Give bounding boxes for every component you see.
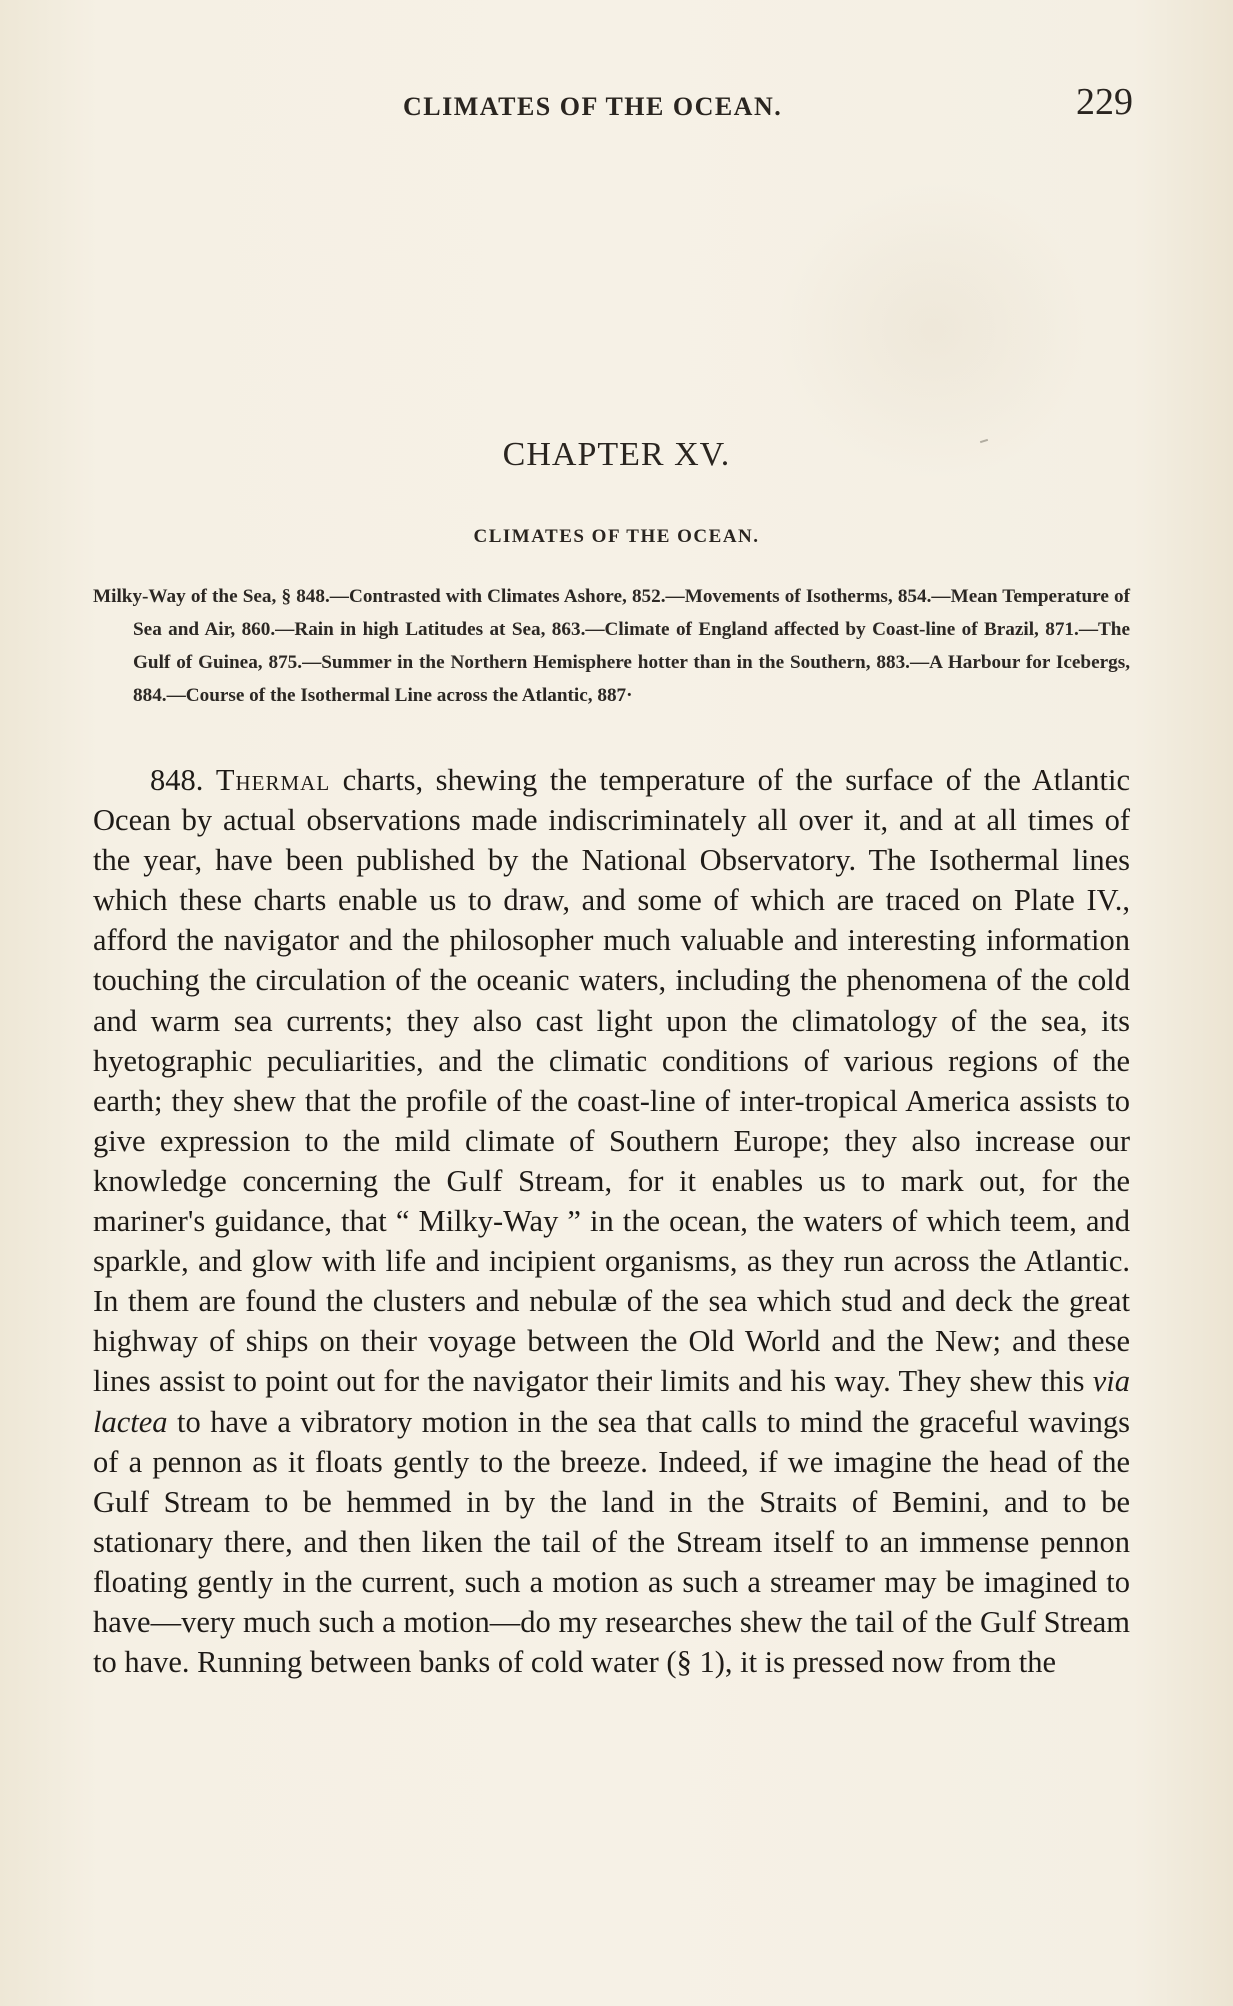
paper-stain <box>773 180 1093 480</box>
section-number: 848. <box>150 763 204 797</box>
paragraph-text-part-1: charts, shewing the temperature of the surface of the Atlantic Ocean by actual observations made indiscriminately all over it, and at all times of the year, have been published by the National Observatory. The Isothermal lines which these charts enable us to draw, and some of which are traced on Plate IV., afford the navigator and the philosopher much valuable and interesting information touching the circulation of the oceanic waters, including the phenomena of the cold and warm sea currents; they also cast light upon the climatology of the sea, its hyetographic peculiarities, and the climatic conditions of various regions of the earth; they shew that the profile of the coast-line of inter-tropical America assists to give expression to the mild climate of Southern Europe; they also increase our knowledge concerning the Gulf Stream, for it enables us to mark out, for the mariner's guidance, that “ Milky-Way ” in the ocean, the waters of which teem, and sparkle, and glow with life and incipient organisms, as they run across the Atlantic. In them are found the clusters and nebulæ of the sea which stud and deck the great highway of ships on their voyage between the Old World and the New; and these lines assist to point out for the navigator their limits and his way. They shew this <box>93 763 1131 1399</box>
synopsis-text: Milky-Way of the Sea, § 848.—Contrasted with Climates Ashore, 852.—Movements of Isotherms, 854.—Mean Temperature of Sea and Air, 860.—Rain in high Latitudes at Sea, 863.—Climate of England affected by Coast-line of Brazil, 871.—The Gulf of Guinea, 875.—Summer in the Northern Hemisphere hotter than in the Southern, 883.—A Harbour for Icebergs, 884.—Course of the Isothermal Line across the Atlantic, 887· <box>93 586 1130 706</box>
italic-phrase: via lactea <box>93 1364 1130 1439</box>
section-848-paragraph <box>93 760 1130 1682</box>
running-head-title: CLIMATES OF THE OCEAN. <box>403 92 783 121</box>
chapter-heading: CHAPTER XV. <box>502 436 731 473</box>
running-head <box>93 80 1133 130</box>
chapter-synopsis <box>93 580 1130 712</box>
lead-word: Thermal <box>215 763 331 797</box>
chapter-subtitle: CLIMATES OF THE OCEAN. <box>473 526 760 547</box>
page-number: 229 <box>1076 81 1133 123</box>
paragraph-text-part-2: to have a vibratory motion in the sea that calls to mind the graceful wavings of a pennon as it floats gently to the breeze. Indeed, if we imagine the head of the Gulf Stream to be hemmed in by the land in the Straits of Bemini, and to be stationary there, and then liken the tail of the Stream itself to an immense pennon floating gently in the current, such a motion as such a streamer may be imagined to have—very much such a motion—do my researches shew the tail of the Gulf Stream to have. Running between banks of cold water (§ 1), it is pressed now from the <box>93 1404 1130 1680</box>
